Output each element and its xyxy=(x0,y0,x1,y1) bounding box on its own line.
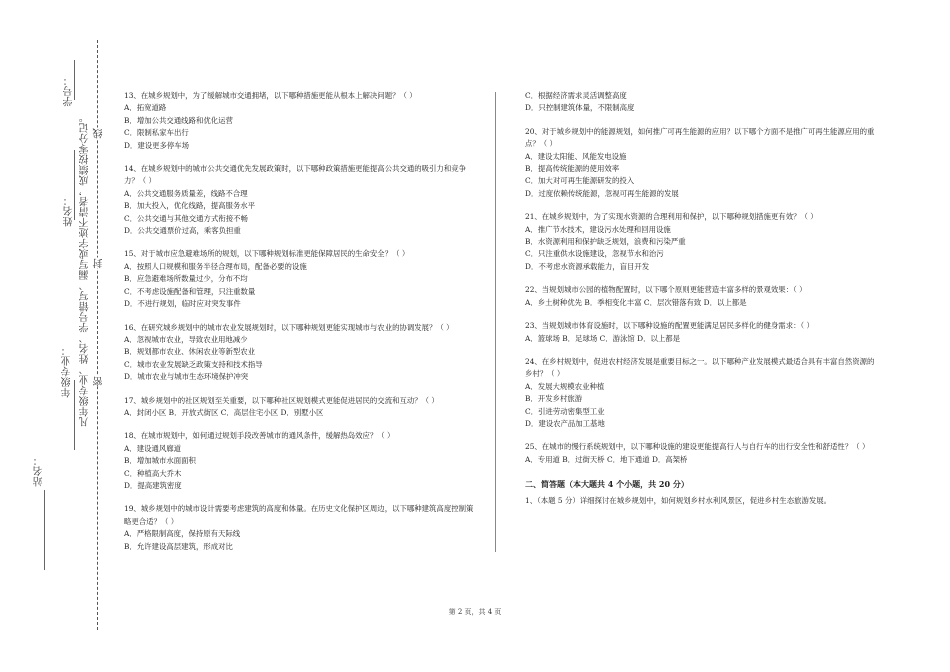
question-item xyxy=(525,90,875,115)
answer-option: A．专用道 B．过街天桥 C．地下通道 D．高架桥 xyxy=(525,454,688,464)
section-title: 二、简答题（本大题共 4 个小题，共 20 分） xyxy=(525,479,689,490)
answer-option: B．开发乡村旅游 xyxy=(525,394,583,404)
question-item xyxy=(525,356,875,430)
answer-option: A．建设通风廊道 xyxy=(124,443,182,453)
answer-option: D．提高建筑密度 xyxy=(124,480,182,490)
question-item xyxy=(525,284,875,309)
answer-option: A．发展大规模农业种植 xyxy=(525,381,605,391)
answer-option: A．建设太阳能、风能发电设施 xyxy=(525,151,627,161)
answer-option: C．加大对可再生能源研发的投入 xyxy=(525,176,635,186)
answer-option: C．种植高大乔木 xyxy=(124,468,182,478)
question-item xyxy=(525,441,875,466)
answer-option: D．不考虑水资源承载能力，盲目开发 xyxy=(525,261,650,271)
question-stem: 14、在城乡规划中的城市公共交通优先发展政策时，以下哪种政策措施更能提高公共交通的吸引力和竞争力？（ ） xyxy=(124,164,466,186)
question-item xyxy=(124,163,474,237)
answer-option: D．只控制建筑体量，不限制高度 xyxy=(525,103,635,113)
right-questions xyxy=(525,90,875,466)
page-footer: 第 2 页，共 4 页 xyxy=(448,608,502,616)
question-stem: 24、在乡村规划中，促进农村经济发展是重要目标之一。以下哪种产业发展模式最适合具有丰富自然资源的乡村？（ ） xyxy=(525,356,875,379)
question-stem: 25、在城市的慢行系统规划中，以下哪种设施的建设更能提高行人与自行车的出行安全性和舒适性？（ ） xyxy=(525,442,870,452)
answer-option: B．增加城市水面面积 xyxy=(124,456,196,466)
column-divider xyxy=(495,92,496,552)
answer-option: C．限制私家车出行 xyxy=(124,128,189,138)
binding-warning: 凡年级专业、姓名、学号错写、漏写或字迹不清者，成绩按零分记。 xyxy=(80,112,91,427)
answer-option: A．公共交通服务质量差，线路不合理 xyxy=(124,188,248,198)
question-item xyxy=(124,322,474,384)
answer-option: A．乡土树种优先 B．季相变化丰富 C．层次错落有致 D．以上都是 xyxy=(525,297,747,307)
answer-option: D．建设农产品加工基地 xyxy=(525,418,605,428)
answer-option: A．推广节水技术，建设污水处理和回用设施 xyxy=(525,224,671,234)
seal-mark-mi: 密 xyxy=(94,376,105,387)
question-stem: 22、当规划城市公园的植物配置时，以下哪个原则更能营造丰富多样的景观效果：（ ） xyxy=(525,285,807,295)
answer-option: A．篮球场 B．足球场 C．游泳馆 D．以上都是 xyxy=(525,333,681,343)
answer-option: D．建设更多停车场 xyxy=(124,140,190,150)
answer-option: D．不进行规划，临时应对突发事件 xyxy=(124,299,241,309)
binding-margin xyxy=(0,0,110,672)
question-stem: 13、在城乡规划中，为了缓解城市交通拥堵，以下哪种措施更能从根本上解决问题？（ ） xyxy=(124,91,417,100)
question-stem: 18、在城市规划中，如何通过规划手段改善城市的通风条件，缓解热岛效应？（ ） xyxy=(124,431,395,441)
answer-option: B．增加公共交通线路和优化运营 xyxy=(124,115,233,125)
answer-option: B．加大投入，优化线路，提高服务水平 xyxy=(124,201,256,211)
answer-option: C．城市农业发展缺乏政策支持和技术指导 xyxy=(124,359,263,369)
left-question-column xyxy=(124,90,474,564)
question-item xyxy=(124,90,474,152)
answer-option: A．严格限制高度，保持原有天际线 xyxy=(124,529,241,539)
grade-major-label: 年级专业： xyxy=(62,345,73,398)
answer-option: B．允许建设高层建筑，形成对比 xyxy=(124,541,233,551)
answer-option: D．城市农业与城市生态环境保护冲突 xyxy=(124,372,249,382)
short-answer-list xyxy=(525,495,875,507)
question-stem: 21、在城乡规划中，为了实现水资源的合理利用和保护，以下哪种规划措施更有效？（ ） xyxy=(525,212,818,222)
seal-mark-feng: 封 xyxy=(94,258,105,269)
answer-option: B．水资源利用和保护缺乏规划，浪费和污染严重 xyxy=(525,237,686,247)
question-item xyxy=(124,395,474,420)
answer-option: B．提高传统能源的使用效率 xyxy=(525,164,620,174)
question-item xyxy=(525,126,875,200)
question-item xyxy=(124,430,474,492)
name-label: 姓名： xyxy=(64,195,75,227)
answer-option: D．公共交通票价过高，乘客负担重 xyxy=(124,226,241,236)
seal-mark-xian: 线 xyxy=(94,128,105,139)
niandu-underline xyxy=(74,380,75,450)
question-stem: 15、对于城市应急避难场所的规划，以下哪种规划标准更能保障居民的生命安全？（ ） xyxy=(124,249,410,259)
question-item xyxy=(124,503,474,553)
question-stem: 17、城乡规划中的社区规划至关重要，以下哪种社区规划模式更能促进居民的交流和互动？（ ） xyxy=(124,395,439,405)
answer-option: C．公共交通与其他交通方式衔接不畅 xyxy=(124,213,248,223)
question-stem: 16、在研究城乡规划中的城市农业发展规划时，以下哪种规划更能实现城市与农业的协调发展？（ ） xyxy=(124,322,454,332)
question-item xyxy=(525,211,875,273)
answer-option: C．只注重供水设施建设，忽视节水和治污 xyxy=(525,249,664,259)
answer-option: A．封闭小区 B．开放式街区 C．高层住宅小区 D．别墅小区 xyxy=(124,407,324,417)
answer-option: A．拓宽道路 xyxy=(124,103,167,113)
answer-option: A．忽视城市农业，导致农业用地减少 xyxy=(124,334,248,344)
answer-option: C．不考虑设施配备和管理，只注重数量 xyxy=(124,286,256,296)
station-underline xyxy=(44,490,45,570)
question-stem: 23、当规划城市体育设施时，以下哪种设施的配置更能满足居民多样化的健身需求：（ ） xyxy=(525,321,814,331)
question-item xyxy=(124,248,474,310)
question-item xyxy=(525,320,875,345)
answer-option: D．过度依赖传统能源，忽视可再生能源的发展 xyxy=(525,188,679,198)
answer-option: B．应急避难场所数量过少，分布不均 xyxy=(124,274,248,284)
right-question-column xyxy=(525,90,875,507)
question-stem: 20、对于城乡规划中的能源规划，如何推广可再生能源的应用？以下哪个方面不是推广可再生能源应用的重点？（ ） xyxy=(525,126,875,149)
student-id-label: 学号： xyxy=(64,75,75,107)
answer-option: C．引进劳动密集型工业 xyxy=(525,406,605,416)
question-stem: 19、城乡规划中的城市设计需要考虑建筑的高度和体量。在历史文化保护区周边，以下哪种建筑高度控制策略更合适？（ ） xyxy=(124,504,474,526)
answer-option: B．规划都市农业、休闲农业等新型农业 xyxy=(124,347,256,357)
station-label: 站名： xyxy=(34,455,45,487)
answer-option: A．按照人口规模和服务半径合理布局，配备必要的设施 xyxy=(124,261,307,271)
short-answer-question: 1、（本题 5 分）详细探讨在城乡规划中，如何规划乡村水利风景区，促进乡村生态旅游发展。 xyxy=(525,495,832,505)
answer-option: C．根据经济需求灵活调整高度 xyxy=(525,91,627,100)
